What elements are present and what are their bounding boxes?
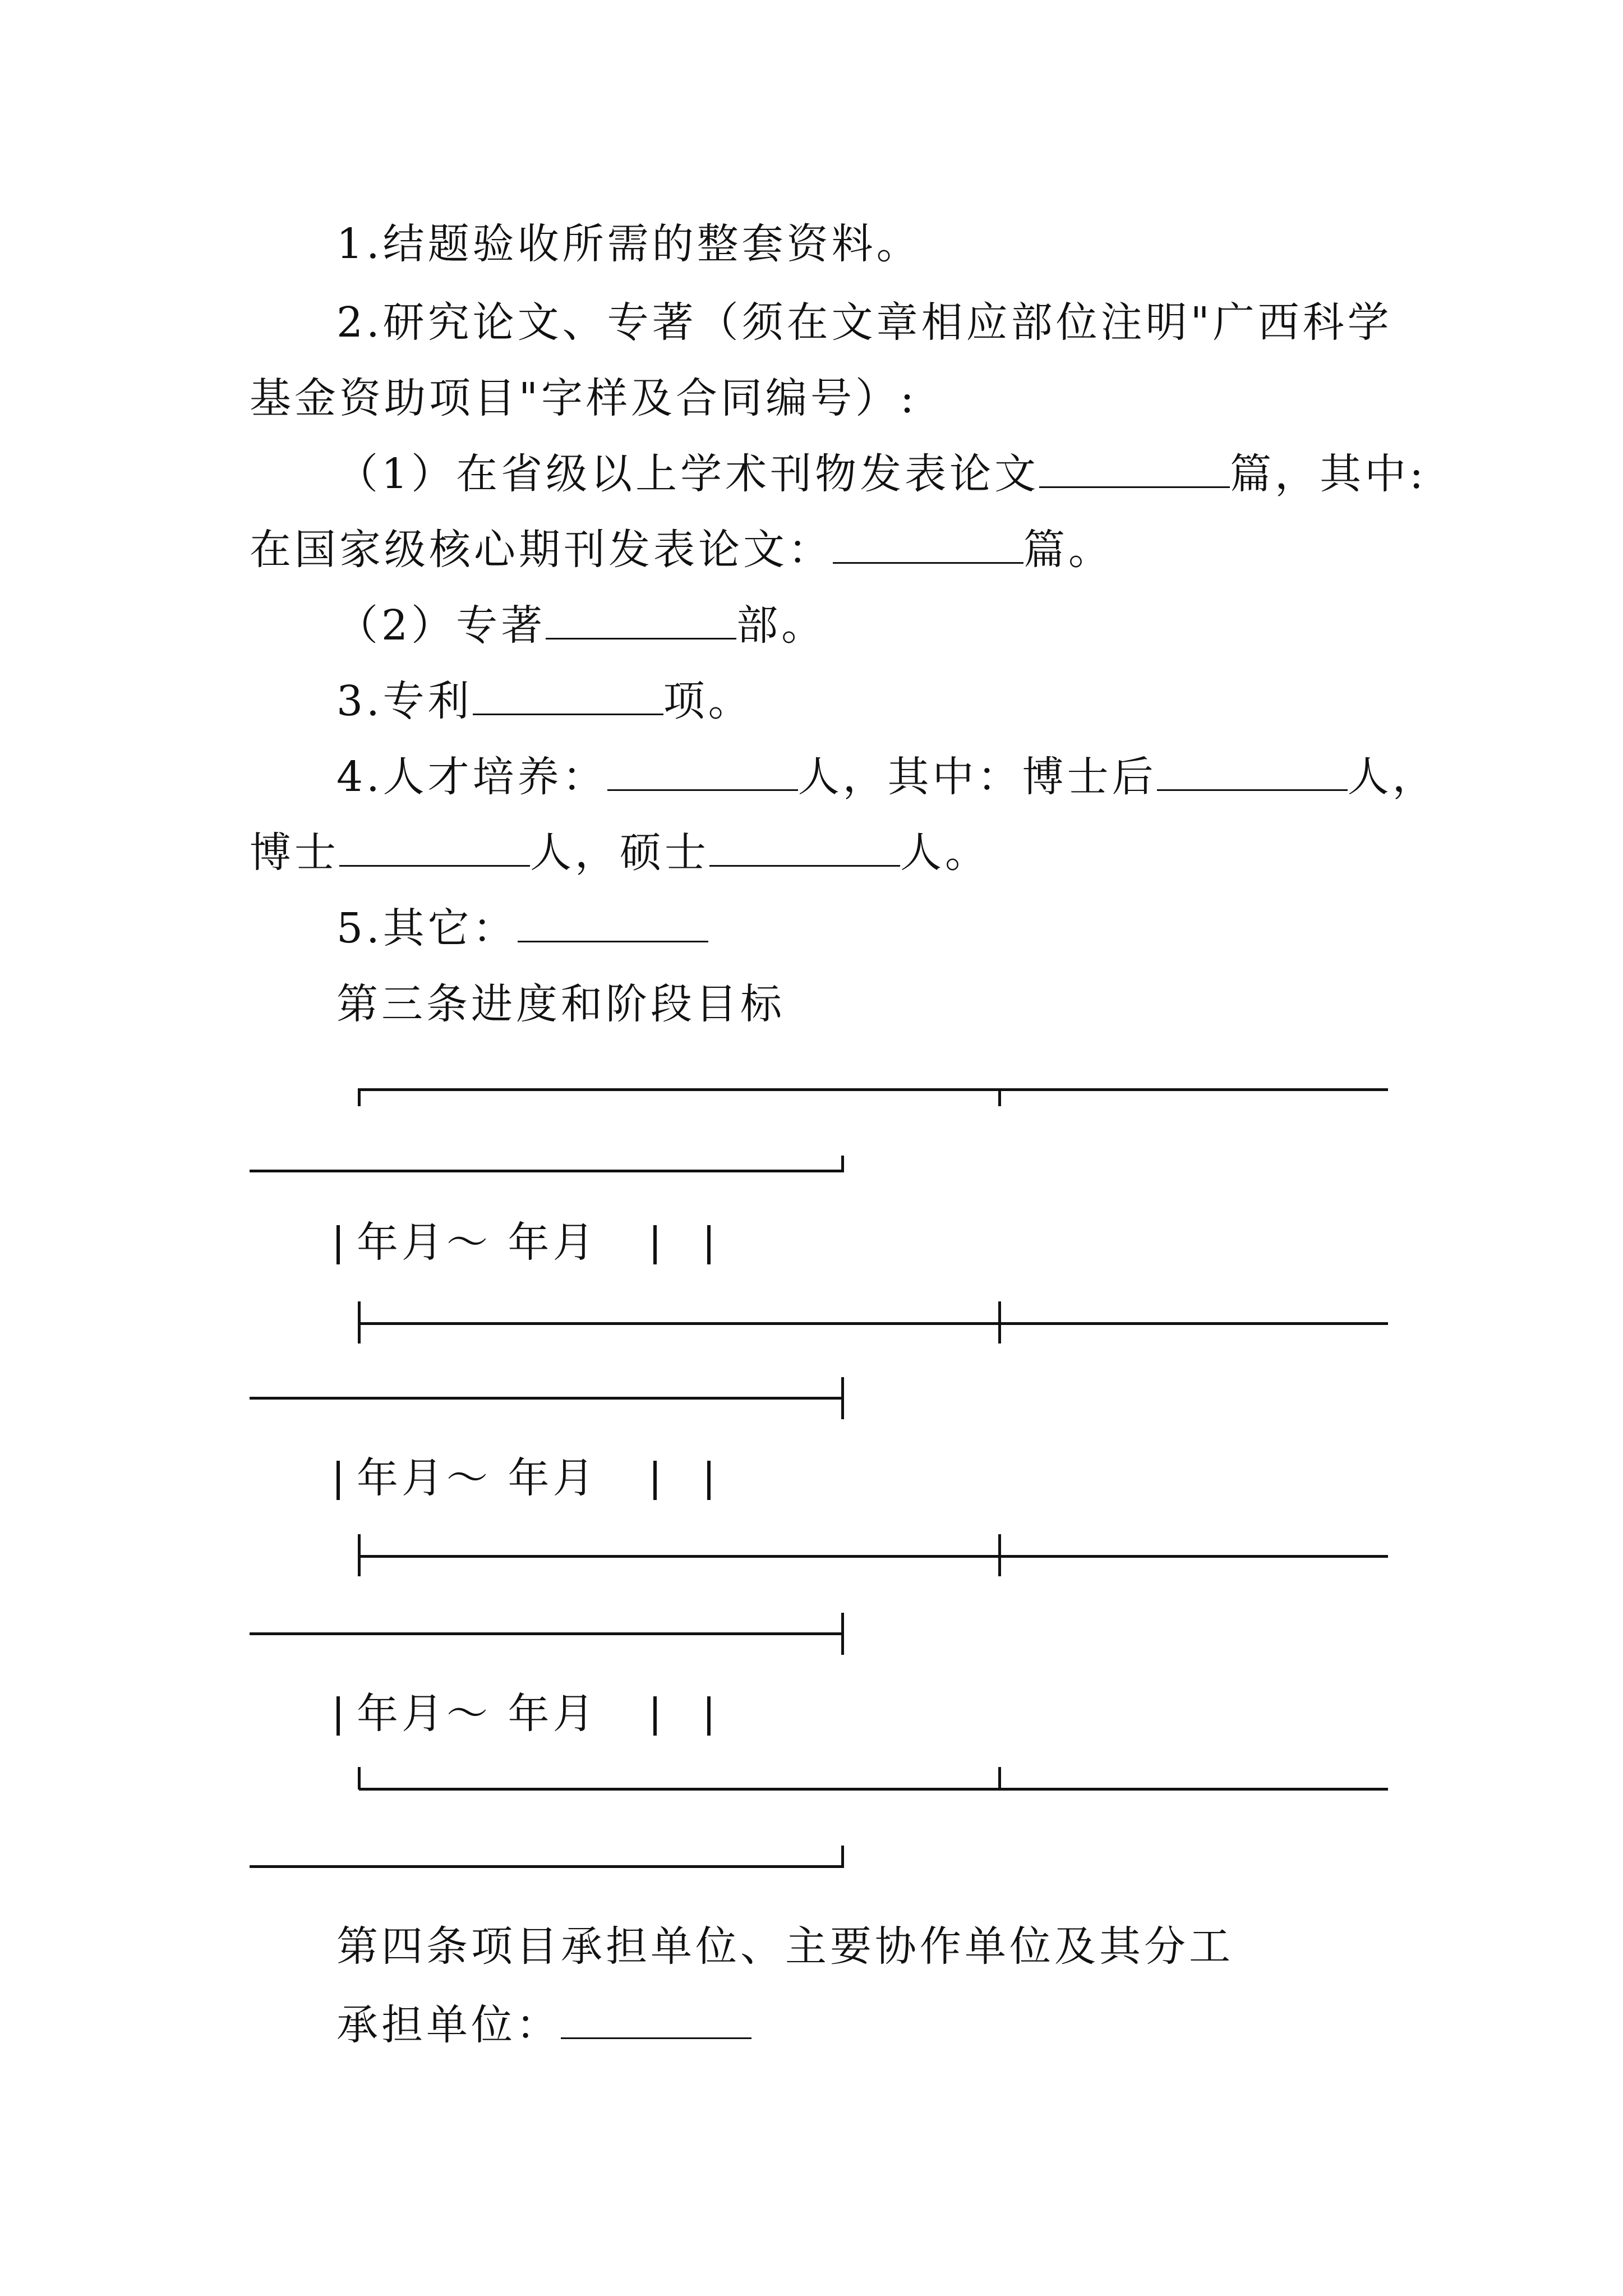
sep-2-mid-joint [998,1534,1001,1576]
sep-1-left-joint [358,1301,361,1343]
row-bar-right [707,1461,711,1500]
row-1-date-range: 年月～ 年月 [357,1218,598,1267]
section-4-title [336,1918,1234,1975]
table-corner-bottom-right [841,1846,844,1867]
item-4-line-2 [250,825,990,881]
row-bar-mid [653,1225,657,1264]
item-2-text-cont: 基金资助项目"字样及合同编号）: [250,374,917,422]
item-1 [336,216,921,272]
row-bar-right [707,1696,711,1736]
postdoc-label: 人，其中：博士后 [797,753,1157,801]
item-5 [336,900,708,956]
monograph-count-field[interactable] [546,599,736,639]
item-3 [336,673,753,729]
schedule-row-2 [336,1450,711,1506]
postdoc-count-field[interactable] [1157,750,1348,791]
row-bar-left [336,1461,340,1500]
phd-count-field[interactable] [339,826,530,867]
section-4-title-text: 第四条项目承担单位、主要协作单位及其分工 [336,1922,1234,1971]
item-1-text: 1.结题验收所需的整套资料。 [336,220,921,268]
section-3-title [336,976,785,1032]
core-journal-label: 在国家级核心期刊发表论文： [250,526,833,574]
table-corner-top-left [358,1088,361,1106]
row-bar-mid [653,1461,657,1500]
monograph-suffix: 部。 [736,601,827,650]
table-bottom-divider [998,1767,1001,1789]
other-field[interactable] [518,901,708,942]
unit-field[interactable] [561,1998,751,2039]
table-row-separator-1-wrap [250,1397,844,1400]
patent-count-field[interactable] [473,674,663,715]
sub-1-label: （1）在省级以上学术刊物发表论文 [336,450,1040,498]
table-row-separator-2 [359,1555,1388,1558]
sub-2 [336,597,826,654]
item-4-line-1 [336,749,1437,805]
core-journal-suffix: 篇。 [1023,526,1113,574]
unit-label: 承担单位： [336,2001,561,2049]
unit-row [336,1997,751,2053]
schedule-row-1 [336,1214,711,1271]
sub-1-suffix: 篇，其中: [1230,450,1427,498]
row-bar-mid [653,1696,657,1736]
table-bottom-border-wrap [250,1865,844,1868]
sub-1-line-2 [250,522,1113,578]
patent-label: 3.专利 [336,677,473,725]
schedule-row-3 [336,1686,711,1742]
section-3-title-text: 第三条进度和阶段目标 [336,980,785,1028]
table-top-border [359,1088,1388,1091]
master-count-field[interactable] [709,826,900,867]
monograph-label: （2）专著 [336,601,546,650]
core-journal-count-field[interactable] [833,523,1023,564]
row-bar-left [336,1696,340,1736]
master-label: 人，硕士 [530,829,709,877]
table-top-border-wrap [250,1170,844,1172]
row-bar-left [336,1225,340,1264]
item-2-line-1 [336,295,1393,351]
table-row-separator-1 [359,1322,1388,1325]
row-3-date-range: 年月～ 年月 [357,1690,598,1738]
talent-count-field[interactable] [607,750,798,791]
table-top-divider [998,1088,1001,1106]
sep-1-right-joint [841,1377,844,1419]
patent-suffix: 项。 [663,677,753,725]
table-corner-top-right [841,1156,844,1172]
item-2-text: 2.研究论文、专著（须在文章相应部位注明"广西科学 [336,298,1393,347]
row-2-date-range: 年月～ 年月 [357,1454,598,1502]
sep-2-left-joint [358,1534,361,1576]
item-2-line-2 [250,370,917,426]
talent-label: 4.人才培养： [336,753,607,801]
table-corner-bottom-left [358,1767,361,1789]
row-bar-right [707,1225,711,1264]
other-label: 5.其它： [336,904,518,953]
postdoc-suffix: 人， [1347,753,1437,801]
master-suffix: 人。 [900,829,990,877]
papers-count-field[interactable] [1039,447,1230,488]
sep-2-right-joint [841,1613,844,1655]
sep-1-mid-joint [998,1301,1001,1343]
table-bottom-border [359,1788,1388,1791]
sub-1-line-1 [336,446,1427,502]
phd-label: 博士 [250,829,339,877]
table-row-separator-2-wrap [250,1632,844,1635]
